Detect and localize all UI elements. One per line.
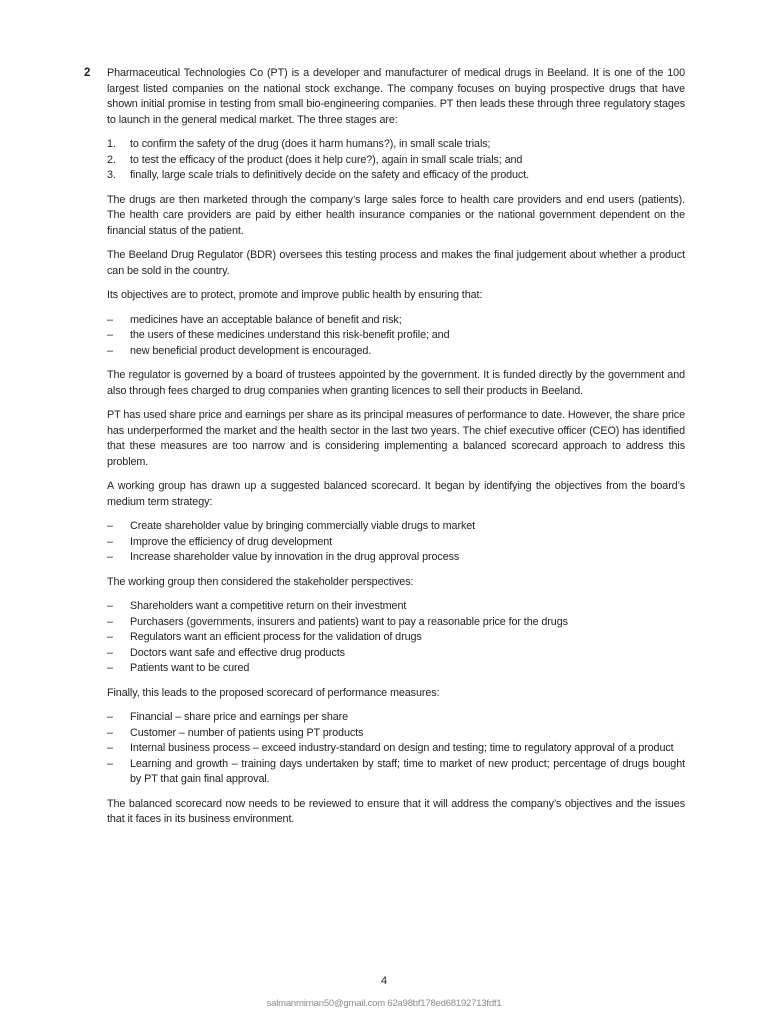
list-item xyxy=(107,726,685,742)
question-body xyxy=(107,66,685,837)
list-item xyxy=(107,313,685,329)
list-dash: – xyxy=(107,329,113,341)
list-item-text: to test the efficacy of the product (does it help cure?), again in small scale trials; and xyxy=(130,153,523,166)
list-dash: – xyxy=(107,742,113,754)
page-number: 4 xyxy=(380,975,388,987)
performance-measures-list xyxy=(107,710,685,788)
list-dash: – xyxy=(107,662,113,674)
marketing-paragraph: The drugs are then marketed through the company’s large sales force to health care providers and end users (patients). The health care providers are paid by either health insurance companies or the national government dependent on the financial status of the patient. xyxy=(107,193,685,237)
list-dash: – xyxy=(107,313,113,326)
list-item-text: Doctors want safe and effective drug products xyxy=(130,646,345,659)
question-number: 2 xyxy=(84,67,91,79)
list-item xyxy=(107,757,685,788)
regulatory-stages-list xyxy=(107,137,685,184)
list-item xyxy=(107,615,685,631)
list-item-text: Patients want to be cured xyxy=(130,662,250,674)
list-item-text: Internal business process – exceed industry-standard on design and testing; time to regulatory approval of a product xyxy=(130,742,674,754)
list-dash: – xyxy=(107,551,113,563)
list-item xyxy=(107,535,685,551)
list-dash: – xyxy=(107,535,113,548)
list-item xyxy=(107,519,685,535)
list-dash: – xyxy=(107,711,113,723)
list-item xyxy=(107,710,685,726)
working-group-paragraph: A working group has drawn up a suggested balanced scorecard. It began by identifying the objectives from the board’s medium term strategy: xyxy=(107,480,685,508)
list-dash: – xyxy=(107,646,113,659)
list-dash: – xyxy=(107,757,113,770)
list-item-text: Financial – share price and earnings per share xyxy=(130,711,349,723)
list-dash: – xyxy=(107,726,113,739)
list-item xyxy=(107,328,685,344)
list-dash: – xyxy=(107,615,113,628)
list-item-text: to confirm the safety of the drug (does it harm humans?), in small scale trials; xyxy=(130,138,491,150)
list-item xyxy=(107,153,685,169)
list-item-text: Create shareholder value by bringing commercially viable drugs to market xyxy=(130,520,476,532)
scorecard-intro-paragraph: Finally, this leads to the proposed scorecard of performance measures: xyxy=(107,686,440,699)
list-number: 3. xyxy=(107,169,116,181)
list-item-text: finally, large scale trials to definitively decide on the safety and efficacy of the product. xyxy=(130,169,530,181)
list-item-text: Improve the efficiency of drug development xyxy=(130,535,333,548)
stakeholders-intro-paragraph: The working group then considered the stakeholder perspectives: xyxy=(107,575,414,588)
list-dash: – xyxy=(107,600,113,612)
list-item-text: Learning and growth – training days undertaken by staff; time to market of new product; percentage of drugs bought by PT that gain final approval. xyxy=(130,757,685,785)
list-item xyxy=(107,168,685,184)
list-number: 2. xyxy=(107,153,116,166)
stakeholder-perspectives-list xyxy=(107,599,685,677)
list-dash: – xyxy=(107,344,113,357)
performance-paragraph: PT has used share price and earnings per share as its principal measures of performance to date. However, the share price has underperformed the market and the health sector in the last two years. The chief executive officer (CEO) has identified that these measures are too narrow and is considering implementing a balanced scorecard approach to address this problem. xyxy=(107,409,685,468)
objectives-intro-paragraph: Its objectives are to protect, promote and improve public health by ensuring that: xyxy=(107,289,483,301)
list-item-text: the users of these medicines understand this risk-benefit profile; and xyxy=(130,329,450,341)
list-dash: – xyxy=(107,520,113,532)
list-item-text: Regulators want an efficient process for the validation of drugs xyxy=(130,631,422,643)
list-item-text: Shareholders want a competitive return on their investment xyxy=(130,600,407,612)
list-item xyxy=(107,661,685,677)
regulator-objectives-list xyxy=(107,313,685,360)
list-dash: – xyxy=(107,631,113,643)
governance-paragraph: The regulator is governed by a board of trustees appointed by the government. It is funded directly by the government and also through fees charged to drug companies when granting licences to sell their products in Beeland. xyxy=(107,369,685,397)
list-item xyxy=(107,741,685,757)
list-item-text: medicines have an acceptable balance of benefit and risk; xyxy=(130,313,402,326)
list-item xyxy=(107,550,685,566)
list-item-text: Increase shareholder value by innovation in the drug approval process xyxy=(130,551,460,563)
list-item xyxy=(107,646,685,662)
watermark: salmanmirnan50@gmail.com 62a98bf178ed68192713fdf1 xyxy=(266,998,502,1009)
list-item-text: new beneficial product development is encouraged. xyxy=(130,344,372,357)
list-item xyxy=(107,599,685,615)
strategy-objectives-list xyxy=(107,519,685,566)
list-number: 1. xyxy=(107,138,116,150)
list-item xyxy=(107,137,685,153)
list-item xyxy=(107,630,685,646)
list-item-text: Purchasers (governments, insurers and patients) want to pay a reasonable price for the drugs xyxy=(130,615,568,628)
regulator-intro-paragraph: The Beeland Drug Regulator (BDR) oversees this testing process and makes the final judgement about whether a product can be sold in the country. xyxy=(107,249,685,277)
conclusion-paragraph: The balanced scorecard now needs to be reviewed to ensure that it will address the company’s objectives and the issues that it faces in its business environment. xyxy=(107,797,685,825)
list-item-text: Customer – number of patients using PT products xyxy=(130,726,364,739)
intro-paragraph: Pharmaceutical Technologies Co (PT) is a developer and manufacturer of medical drugs in Beeland. It is one of the 100 largest listed companies on the national stock exchange. The company focuses on buying prospective drugs that have shown initial promise in testing from small bio-engineering companies. PT then leads these through three regulatory stages to launch in the general medical market. The three stages are: xyxy=(107,67,685,126)
list-item xyxy=(107,344,685,360)
